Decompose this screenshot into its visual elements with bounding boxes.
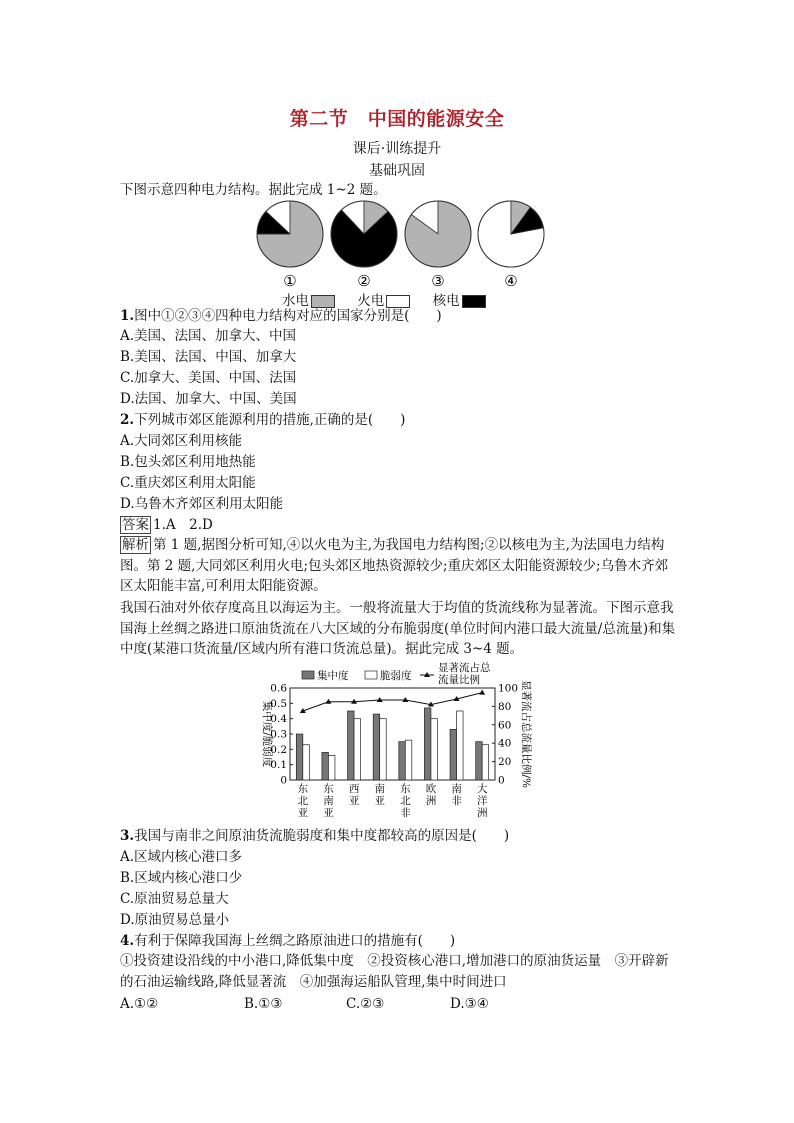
q1-option-a[interactable]: A.美国、法国、加拿大、中国: [120, 328, 297, 344]
bar-concentration: [373, 714, 380, 780]
y-axis-label-left: 集中度/脆弱度: [261, 700, 273, 768]
legend-hydro: 水电: [282, 289, 335, 309]
pie-3-label: ③: [431, 272, 445, 290]
left-tick-label: 0.4: [270, 713, 287, 726]
plot-frame: [290, 688, 495, 780]
q3-option-c[interactable]: C.原油贸易总量大: [120, 891, 229, 907]
legend-vulnerability-swatch: [365, 671, 377, 679]
bar-concentration: [322, 752, 329, 780]
left-tick-label: 0: [280, 774, 287, 787]
left-tick-label: 0.2: [270, 743, 287, 756]
analysis-tag: 解析: [122, 537, 149, 553]
q2-option-d[interactable]: D.乌鲁木齐郊区利用太阳能: [120, 496, 284, 512]
intro-2: 我国石油对外依存度高且以海运为主。一般将流量大于均值的货流线称为显著流。下图示意我国海上丝绸之路进口原油货流在八大区域的分布脆弱度(单位时间内港口最大流量/总流量)和集中度(某港口货流量/区域内所有港口货流总量)。据此完成 3~4 题。: [120, 600, 676, 657]
left-tick-label: 0.5: [270, 697, 287, 710]
pie-1-label: ①: [283, 272, 297, 290]
pie-3: [405, 201, 471, 290]
q4-statements: ①投资建设沿线的中小港口,降低集中度 ②投资核心港口,增加港口的原油货运量 ③开辟新的石油运输线路,降低显著流 ④加强海运船队管理,集中时间进口: [120, 953, 669, 990]
left-tick-label: 0.3: [270, 728, 287, 741]
bar-concentration: [476, 742, 483, 780]
category-label-char: 北: [400, 795, 411, 807]
legend-vulnerability: 脆弱度: [380, 670, 412, 682]
category-label-char: 非: [451, 795, 462, 807]
q1-option-b[interactable]: B.美国、法国、中国、加拿大: [120, 349, 297, 365]
q3-option-d[interactable]: D.原油贸易总量小: [120, 912, 230, 928]
q1-option-d[interactable]: D.法国、加拿大、中国、美国: [120, 391, 297, 407]
right-tick-label: 80: [498, 700, 512, 713]
legend-concentration: 集中度: [317, 670, 349, 682]
category-label-char: 南: [374, 783, 385, 795]
pie-4-label: ④: [504, 272, 518, 290]
q4-option-a[interactable]: A.①②: [120, 996, 159, 1012]
category-label-char: 亚: [348, 795, 360, 807]
category-label-char: 南: [451, 783, 462, 795]
right-tick-label: 40: [498, 737, 512, 750]
pie-4: [478, 201, 544, 290]
line-marker: [325, 699, 331, 704]
legend-thermal: 火电: [357, 289, 410, 309]
q3-option-b[interactable]: B.区域内核心港口少: [120, 870, 243, 886]
line-marker: [479, 690, 485, 695]
answer-1-2: 答案 1.A 2.D: [122, 517, 213, 533]
category-label-char: 东: [297, 783, 309, 795]
bar-vulnerability: [457, 711, 464, 780]
left-tick-label: 0.1: [270, 759, 287, 772]
q3-option-a[interactable]: A.区域内核心港口多: [120, 849, 243, 865]
q4-option-d[interactable]: D.③④: [450, 996, 489, 1012]
bar-concentration: [399, 742, 406, 780]
category-label-char: 大: [476, 783, 488, 795]
bar-vulnerability: [328, 755, 335, 780]
pie-2-label: ②: [357, 272, 371, 290]
right-tick-label: 100: [498, 682, 519, 695]
bar-vulnerability: [303, 745, 310, 780]
category-label-char: 欧: [425, 783, 437, 795]
subtitle: 课后·训练提升: [352, 141, 442, 157]
right-tick-label: 60: [498, 719, 512, 732]
q4-option-b[interactable]: B.①③: [244, 996, 283, 1012]
category-label-char: 亚: [374, 795, 385, 807]
section-heading: 基础巩固: [369, 163, 425, 179]
category-label-char: 洋: [476, 795, 488, 807]
pie-2: [331, 201, 397, 290]
question-4: 4.有利于保障我国海上丝绸之路原油进口的措施有( ): [120, 933, 456, 949]
nuclear-swatch: [462, 295, 486, 308]
category-label-char: 非: [400, 807, 411, 819]
q4-option-c[interactable]: C.②③: [346, 996, 385, 1012]
bar-vulnerability: [431, 719, 438, 780]
page-title: 第二节 中国的能源安全: [289, 108, 505, 130]
q1-option-c[interactable]: C.加拿大、美国、中国、法国: [120, 370, 297, 386]
legend-flow-ratio-1: 显著流占总: [438, 662, 491, 674]
category-label-char: 亚: [297, 807, 309, 819]
bar-concentration: [296, 734, 303, 780]
answer-tag: 答案: [122, 517, 149, 533]
category-label-char: 洲: [476, 807, 488, 819]
q2-option-c[interactable]: C.重庆郊区利用太阳能: [120, 475, 256, 491]
intro-1: 下图示意四种电力结构。据此完成 1~2 题。: [120, 182, 387, 198]
category-label-char: 南: [323, 795, 334, 807]
right-tick-label: 0: [498, 774, 505, 787]
category-label-char: 北: [297, 795, 309, 807]
bar-concentration: [450, 729, 457, 780]
bar-vulnerability: [354, 719, 361, 780]
category-label-char: 洲: [425, 795, 437, 807]
bar-vulnerability: [405, 740, 412, 780]
question-3: 3.我国与南非之间原油货流脆弱度和集中度都较高的原因是( ): [120, 828, 510, 844]
q2-option-a[interactable]: A.大同郊区利用核能: [120, 433, 243, 449]
category-label-char: 东: [323, 783, 334, 795]
category-label-char: 亚: [323, 807, 334, 819]
category-label-char: 西: [348, 783, 360, 795]
left-tick-label: 0.6: [270, 682, 287, 695]
legend-concentration-swatch: [302, 671, 314, 679]
category-label-char: 东: [400, 783, 411, 795]
question-1: 1.图中①②③④四种电力结构对应的国家分别是( ): [120, 308, 442, 324]
bar-vulnerability: [380, 719, 387, 780]
right-tick-label: 20: [498, 756, 512, 769]
bar-vulnerability: [482, 745, 489, 780]
bar-line-chart: [250, 660, 560, 825]
legend-nuclear: 核电: [433, 289, 486, 309]
legend-flow-ratio-2: 流量比例: [438, 674, 480, 686]
bar-concentration: [348, 711, 355, 780]
q2-option-b[interactable]: B.包头郊区利用地热能: [120, 454, 256, 470]
y-axis-label-right: 显著流占总流量比例/%: [520, 679, 532, 789]
question-2: 2.下列城市郊区能源利用的措施,正确的是( ): [120, 412, 406, 428]
analysis-1-2: 解析 第 1 题,据图分析可知,④以火电为主,为我国电力结构图;②以核电为主,为法国电力结构图。第 2 题,大同郊区利用火电;包头郊区地热资源较少;重庆郊区太阳能资源较少;乌鲁木齐郊区太阳能丰富,可利用太阳能资源。: [120, 537, 669, 594]
bar-concentration: [424, 708, 431, 780]
pie-1: [257, 201, 323, 290]
